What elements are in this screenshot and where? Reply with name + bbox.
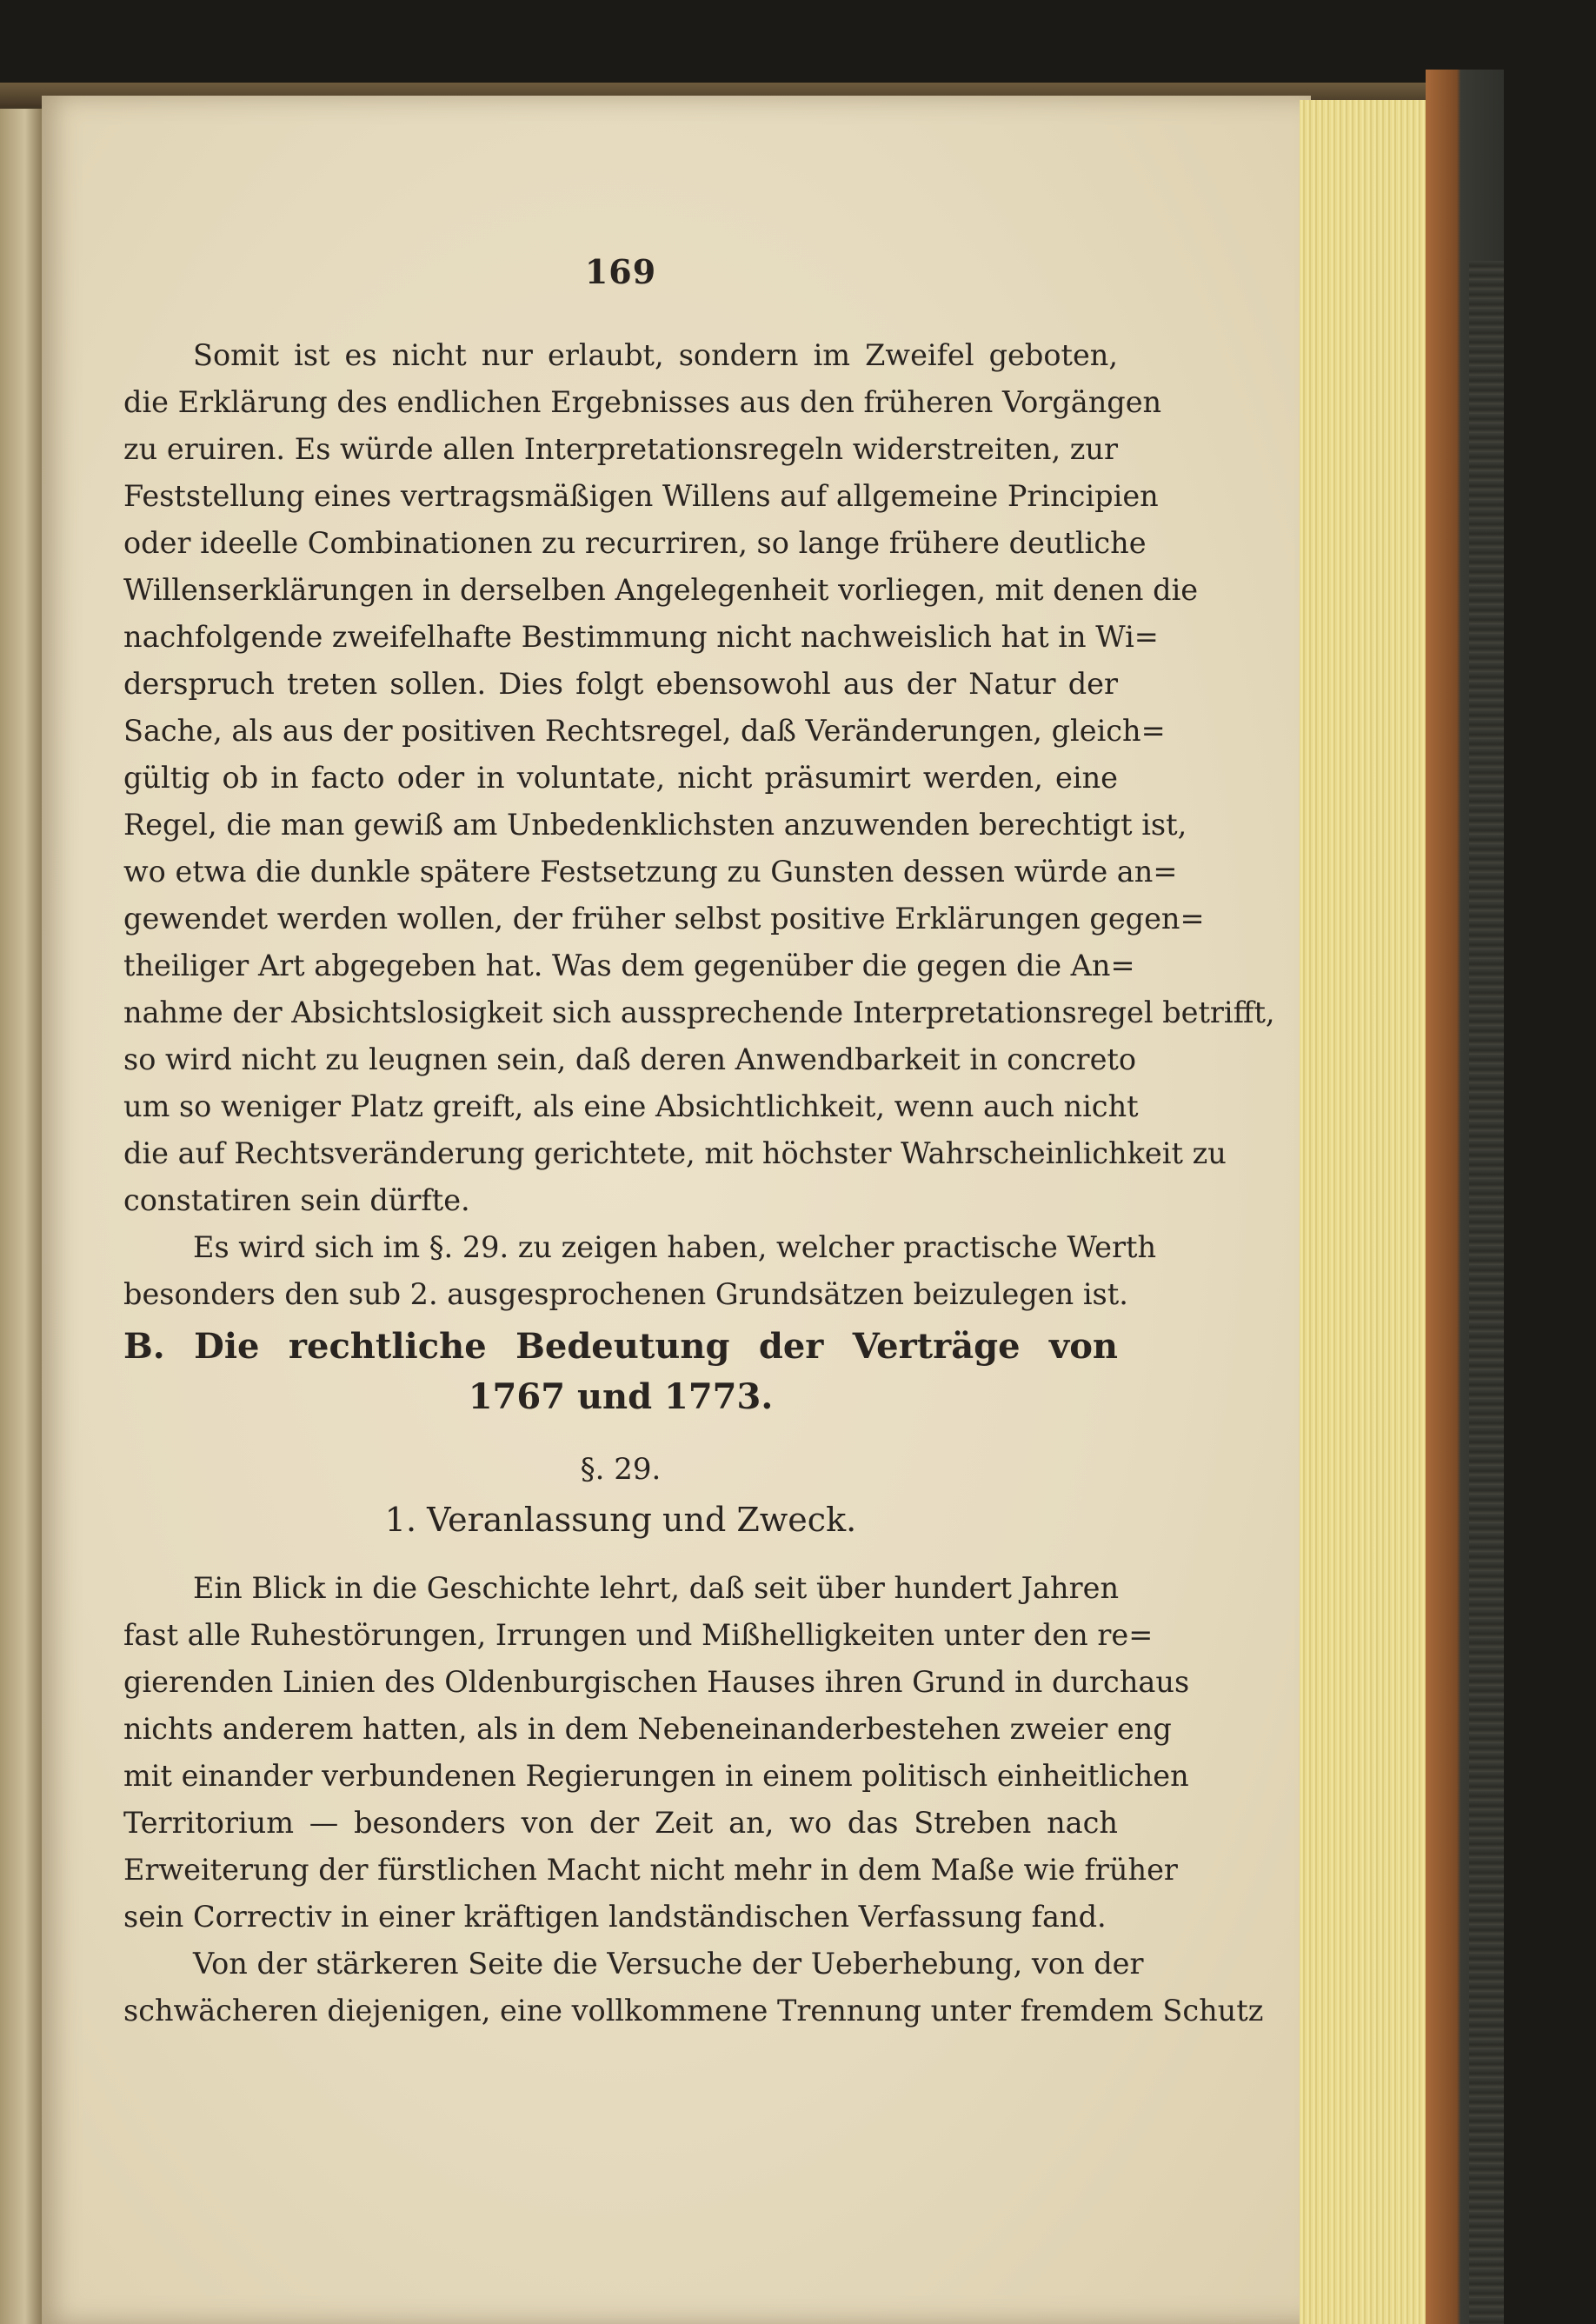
text-line: wo etwa die dunkle spätere Festsetzung zu Gunsten dessen würde an= — [123, 855, 1178, 889]
text-line: besonders den sub 2. ausgesprochenen Grundsätzen beizulegen ist. — [123, 1277, 1128, 1311]
text-line: derspruch treten sollen. Dies folgt ebensowohl aus der Natur der — [123, 667, 1118, 701]
text-line: gewendet werden wollen, der früher selbst positive Erklärungen gegen= — [123, 902, 1205, 936]
text-line: fast alle Ruhestörungen, Irrungen und Mißhelligkeiten unter den re= — [123, 1618, 1154, 1652]
heading-line-1: B. Die rechtliche Bedeutung der Verträge von — [123, 1326, 1118, 1367]
text-line: Erweiterung der fürstlichen Macht nicht mehr in dem Maße wie früher — [123, 1853, 1178, 1887]
text-line: die auf Rechtsveränderung gerichtete, mit höchster Wahrscheinlichkeit zu — [123, 1136, 1227, 1170]
section-title: 1. Veranlassung und Zweck. — [384, 1501, 857, 1539]
text-line: nichts anderem hatten, als in dem Nebeneinanderbestehen zweier eng — [123, 1712, 1172, 1746]
text-line: gierenden Linien des Oldenburgischen Hauses ihren Grund in durchaus — [123, 1665, 1190, 1699]
page-block-edges — [1300, 100, 1430, 2324]
heading-line-2: 1767 und 1773. — [468, 1376, 774, 1417]
text-line: Willenserklärungen in derselben Angelegenheit vorliegen, mit denen die — [123, 573, 1199, 607]
text-line: Sache, als aus der positiven Rechtsregel, daß Veränderungen, gleich= — [123, 714, 1166, 748]
page-number: 169 — [584, 252, 657, 291]
paragraph-4 — [123, 1941, 1264, 2034]
text-line: nachfolgende zweifelhafte Bestimmung nicht nachweislich hat in Wi= — [123, 620, 1159, 654]
text-line: schwächeren diejenigen, eine vollkommene Trennung unter fremdem Schutz — [123, 1994, 1264, 2028]
text-line: um so weniger Platz greift, als eine Absichtlichkeit, wenn auch nicht — [123, 1089, 1139, 1123]
text-line: nahme der Absichtslosigkeit sich aussprechende Interpretationsregel betrifft, — [123, 996, 1275, 1029]
section-number: §. 29. — [580, 1452, 662, 1487]
text-line: Territorium — besonders von der Zeit an, wo das Streben nach — [123, 1806, 1118, 1840]
text-line: theiliger Art abgegeben hat. Was dem gegenüber die gegen die An= — [123, 949, 1135, 982]
book-cover-spine — [1469, 261, 1504, 2324]
text-line: oder ideelle Combinationen zu recurriren, so lange frühere deutliche — [123, 526, 1147, 560]
paragraph-1 — [123, 332, 1275, 1224]
text-line: constatiren sein dürfte. — [123, 1183, 470, 1217]
text-line: sein Correctiv in einer kräftigen landständischen Verfassung fand. — [123, 1900, 1107, 1934]
text-line: Von der stärkeren Seite die Versuche der Ueberhebung, von der — [193, 1947, 1144, 1981]
text-line: Feststellung eines vertragsmäßigen Willens auf allgemeine Principien — [123, 479, 1159, 513]
text-line: gültig ob in facto oder in voluntate, nicht präsumirt werden, eine — [123, 761, 1118, 795]
paragraph-2 — [123, 1224, 1157, 1318]
text-line: Es wird sich im §. 29. zu zeigen haben, welcher practische Werth — [193, 1230, 1157, 1264]
text-line: die Erklärung des endlichen Ergebnisses aus den früheren Vorgängen — [123, 385, 1162, 419]
text-line: Regel, die man gewiß am Unbedenklichsten anzuwenden berechtigt ist, — [123, 808, 1187, 842]
chapter-heading — [123, 1322, 1118, 1422]
text-line: zu eruiren. Es würde allen Interpretationsregeln widerstreiten, zur — [123, 432, 1118, 466]
text-line: Ein Blick in die Geschichte lehrt, daß seit über hundert Jahren — [193, 1571, 1120, 1605]
previous-page-edge — [0, 103, 42, 2324]
text-line: Somit ist es nicht nur erlaubt, sondern im Zweifel geboten, — [193, 338, 1118, 372]
paragraph-3 — [123, 1565, 1190, 1941]
text-line: mit einander verbundenen Regierungen in einem politisch einheitlichen — [123, 1759, 1189, 1793]
text-line: so wird nicht zu leugnen sein, daß deren Anwendbarkeit in concreto — [123, 1042, 1137, 1076]
